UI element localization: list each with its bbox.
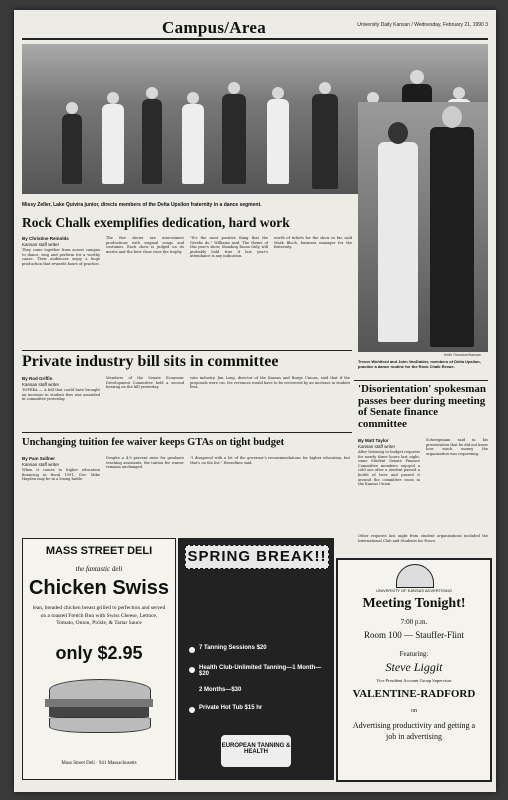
ad-org: UNIVERSITY OF KANSAS ADVERTISING [376, 588, 452, 593]
ad-featuring: Featuring: [399, 650, 429, 658]
byline-private-industry [22, 376, 102, 387]
byline-role: Kansan staff writer [22, 241, 60, 247]
story-column [190, 236, 268, 344]
paragraph: "It's the most positive thing that the Greeks do," Williams said. The theme of this year's show, Standing Room Only, will probably hold true if last year's attendance is any indication. [190, 236, 268, 259]
paragraph: The five shows are nine-minute productions with original songs and costumes. Each show is judged on its merits and the best show wins the trophy. [106, 236, 184, 254]
story-column [22, 468, 100, 530]
deli-footer: Mass Street Deli · 941 Massachusetts [61, 761, 137, 766]
paragraph: vate industry. Jim Long, director of the Kansas and Burge Unions, said that if the proposals were cut, fee revenues would have to be recovered by an increase in student fees. [190, 376, 350, 390]
ad-room: Room 100 — Stauffer-Flint [364, 630, 464, 640]
story-column [106, 236, 184, 344]
headline-rock-chalk: Rock Chalk exemplifies dedication, hard work [22, 215, 290, 230]
byline-rock-chalk [22, 236, 102, 247]
byline-name: By Rod Griffin [22, 376, 53, 381]
ad-item: Private Hot Tub $15 hr [199, 705, 263, 711]
story-column [358, 534, 488, 554]
paragraph: "I disagreed with a lot of the governor's recommendations for higher education, but that's on the list," Hesseltine said. [190, 456, 350, 465]
section-title: Campus/Area [162, 18, 267, 37]
sponsor-name: EUROPEAN TANNING & HEALTH [221, 743, 291, 755]
sponsor-logo [221, 735, 291, 767]
practice-photo [358, 102, 488, 352]
story-column [358, 450, 420, 530]
ku-seal [396, 564, 434, 588]
deli-price: only $2.95 [55, 643, 143, 663]
photo-credit: Keith Theodore/Kansan [444, 353, 481, 357]
masthead [22, 16, 488, 40]
page-folio: University Daily Kansan / Wednesday, February 21, 1990 3 [357, 22, 488, 28]
story-column [190, 376, 350, 430]
paragraph: When it comes to higher education financing in fiscal 1991, Gov. Mike Hayden may be in a losing battle. [22, 468, 100, 482]
spring-break-advertisement [178, 538, 334, 780]
paragraph: Schwegmann said in his presentation that he did not know how much money the organization was requesting. [426, 438, 488, 456]
sandwich-illustration [49, 679, 149, 739]
paragraph: Despite a 4.9 percent raise for graduate teaching assistants, the tuition fee waiver remains unchanged. [106, 456, 184, 470]
paragraph: Members of the Senate Economic Development Committee held a second hearing on the bill yesterday. [106, 376, 184, 390]
headline-private-industry: Private industry bill sits in committee [22, 353, 279, 370]
story-column [190, 456, 350, 530]
photo-caption: Trevor Wohlford and John VanDalder, members of Delta Upsilon, practice a dance routine for the Rock Chalk Revue. [358, 359, 481, 369]
ad-title: Meeting Tonight! [362, 596, 466, 611]
story-column [106, 456, 184, 530]
paragraph: TOPEKA — A bill that could have brought an increase in student fees was amended in committee yesterday. [22, 388, 100, 402]
ad-time: 7:00 p.m. [400, 618, 428, 626]
byline-name: By Christine Reinolds [22, 236, 69, 241]
story-column [274, 236, 352, 344]
byline-role: Kansan staff writer [358, 443, 396, 449]
story-column [426, 438, 488, 530]
deli-advertisement [22, 538, 176, 780]
ad-speaker-role: Vice President Account Group Supervisor [376, 678, 452, 683]
ad-agency-note: on [411, 708, 417, 714]
spring-break-title: SPRING BREAK!! [185, 545, 329, 569]
byline-role: Kansan staff writer [22, 461, 60, 467]
headline-gta-tuition: Unchanging tuition fee waiver keeps GTAs on tight budget [22, 437, 285, 448]
byline-gta [22, 456, 102, 467]
ad-item: 7 Tanning Sessions $20 [199, 645, 267, 651]
story-column [106, 376, 184, 430]
ad-item: Health Club-Unlimited Tanning—1 Month—$20 [199, 665, 322, 677]
byline-name: By Matt Taylor [358, 438, 389, 443]
paragraph: worth of tickets for the show so far, said Mark Bloch, business manager for the fraternity. [274, 236, 352, 250]
ad-closing: Advertising productivity and getting a job in advertising [352, 721, 476, 741]
paragraph: After listening to budget requests for nearly three hours last night, some Student Senate Finance Committee members enjoyed a cold one after a student passed a bottle of beer and passed it around the committee room in the Kansas Union. [358, 450, 420, 487]
paragraph: Other requests last night from student organizations included the International Club and Students for Peace. [358, 534, 488, 543]
story-column [22, 248, 100, 344]
ad-speaker: Steve Liggit [385, 660, 443, 674]
advertising-club-advertisement [336, 558, 492, 782]
deli-description: lean, breaded chicken breast grilled to perfection and served on a toasted French Bun with Swiss Cheese, Lettuce, Tomato, Onion, Pickle, & Tartar Sauce [32, 605, 166, 626]
photo-caption: Missy Zeller, Lake Quivira junior, directs members of the Delta Upsilon fraternity in a dance segment. [22, 202, 262, 208]
deli-item: Chicken Swiss [28, 577, 170, 599]
deli-tagline: the fantastic deli [75, 565, 123, 573]
story-column [22, 388, 100, 430]
newspaper-page [14, 10, 496, 792]
headline-disorientation: 'Disorientation' spokesman passes beer during meeting of Senate finance committee [358, 383, 487, 430]
deli-name: MASS STREET DELI [45, 545, 153, 557]
paragraph: They come together from across campus to dance, sing and perform for a worthy cause. Their audiences enjoy a huge production that rewards hours of practice. [22, 248, 100, 266]
byline-name: By Pam Sollner [22, 456, 56, 461]
byline-role: Kansan staff writer [22, 381, 60, 387]
ad-item: 2 Months—$30 [199, 687, 242, 693]
ad-agency: VALENTINE-RADFORD [352, 688, 476, 700]
